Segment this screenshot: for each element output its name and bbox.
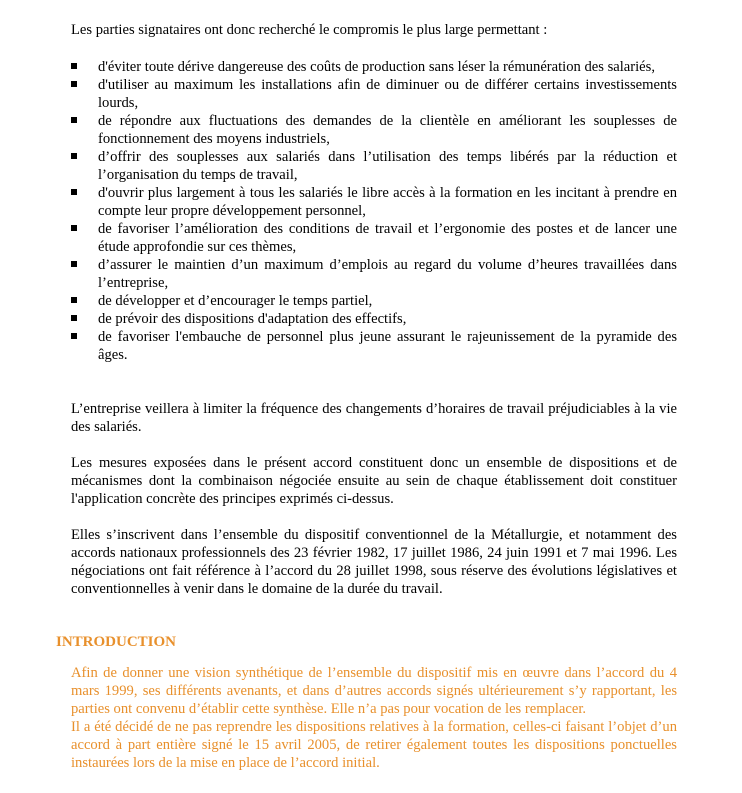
square-bullet-icon <box>71 225 77 231</box>
intro-line: Les parties signataires ont donc recherché le compromis le plus large permettant : <box>71 22 548 38</box>
list-item-text: de prévoir des dispositions d'adaptation des effectifs, <box>98 311 407 327</box>
list-item-text: d'ouvrir plus largement à tous les salariés le libre accès à la formation en les incitant à prendre en compte leur propre développement personnel, <box>98 185 677 219</box>
square-bullet-icon <box>71 333 77 339</box>
list-item-text: de développer et d’encourager le temps partiel, <box>98 293 373 309</box>
list-item <box>71 310 677 328</box>
square-bullet-icon <box>71 63 77 69</box>
paragraph-schedule-changes: L’entreprise veillera à limiter la fréquence des changements d’horaires de travail préjudiciables à la vie des salariés. <box>71 401 677 435</box>
section-heading: INTRODUCTION <box>56 634 177 650</box>
square-bullet-icon <box>71 117 77 123</box>
square-bullet-icon <box>71 81 77 87</box>
square-bullet-icon <box>71 297 77 303</box>
list-item <box>71 76 677 112</box>
introduction-paragraph-exclusions: Il a été décidé de ne pas reprendre les dispositions relatives à la formation, celles-ci faisant l’objet d’un accord à part entière signé le 15 avril 2005, de retirer également toutes les dispositions ponctuelles instaurées lors de la mise en place de l’accord initial. <box>71 719 677 771</box>
list-item-text: d’offrir des souplesses aux salariés dans l’utilisation des temps libérés par la réduction et l’organisation du temps de travail, <box>98 149 677 183</box>
square-bullet-icon <box>71 189 77 195</box>
paragraph-agreements: Elles s’inscrivent dans l’ensemble du dispositif conventionnel de la Métallurgie, et notamment des accords nationaux professionnels des 23 février 1982, 17 juillet 1986, 24 juin 1991 et 7 mai 1996. Les négociations ont fait référence à l’accord du 28 juillet 1998, sous réserve des évolutions législatives et conventionnelles à venir dans le domaine de la durée du travail. <box>71 527 677 597</box>
list-item <box>71 292 677 310</box>
list-item <box>71 112 677 148</box>
list-item-text: d’assurer le maintien d’un maximum d’emplois au regard du volume d’heures travaillées dans l’entreprise, <box>98 257 677 291</box>
list-item <box>71 220 677 256</box>
introduction-paragraph: Afin de donner une vision synthétique de l’ensemble du dispositif mis en œuvre dans l’accord du 4 mars 1999, ses différents avenants, et dans d’autres accords signés ultérieurement s’y rapportant, les parties ont convenu d’établir cette synthèse. Elle n’a pas pour vocation de les remplacer. <box>71 665 677 717</box>
list-item-text: d'éviter toute dérive dangereuse des coûts de production sans léser la rémunération des salariés, <box>98 59 655 75</box>
list-item-text: d'utiliser au maximum les installations afin de diminuer ou de différer certains investissements lourds, <box>98 77 677 111</box>
square-bullet-icon <box>71 261 77 267</box>
square-bullet-icon <box>71 153 77 159</box>
list-item-text: de favoriser l’amélioration des conditions de travail et l’ergonomie des postes et de lancer une étude approfondie sur ces thèmes, <box>98 221 677 255</box>
list-item <box>71 256 677 292</box>
list-item-text: de répondre aux fluctuations des demandes de la clientèle en améliorant les souplesses de fonctionnement des moyens industriels, <box>98 113 677 147</box>
paragraph-measures: Les mesures exposées dans le présent accord constituent donc un ensemble de dispositions et de mécanismes dont la combinaison négociée ensuite au sein de chaque établissement doit constituer l'application concrète des principes exprimés ci-dessus. <box>71 455 677 507</box>
list-item-text: de favoriser l'embauche de personnel plus jeune assurant le rajeunissement de la pyramide des âges. <box>98 329 677 363</box>
list-item <box>71 184 677 220</box>
list-item <box>71 148 677 184</box>
square-bullet-icon <box>71 315 77 321</box>
list-item <box>71 328 677 364</box>
objectives-list <box>71 58 677 364</box>
list-item <box>71 58 677 76</box>
